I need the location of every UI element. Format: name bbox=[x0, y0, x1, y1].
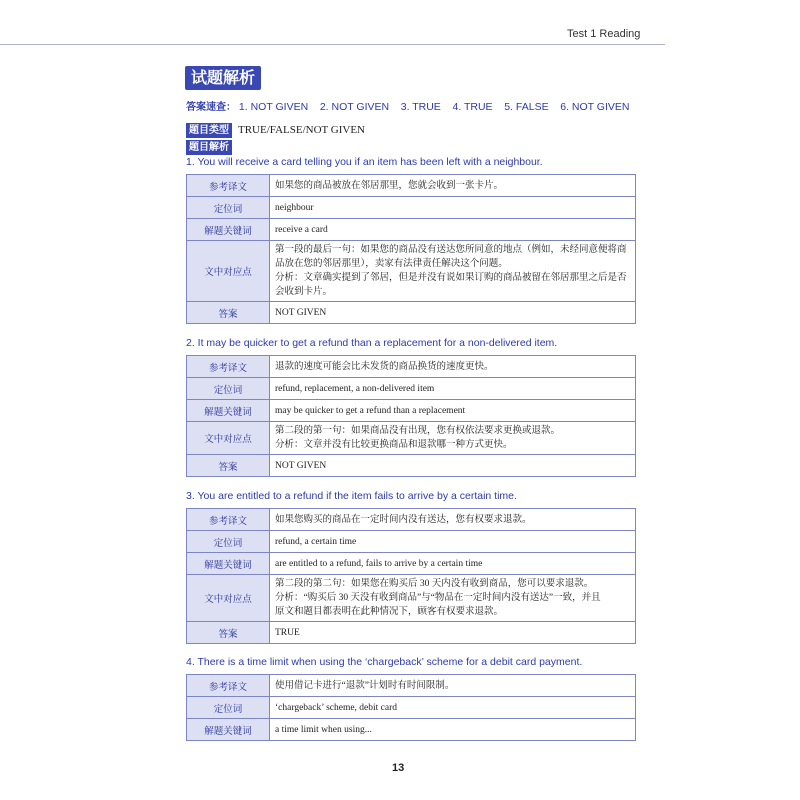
row-key: 定位词 bbox=[187, 697, 270, 719]
row-key: 参考译文 bbox=[187, 175, 270, 197]
row-key: 答案 bbox=[187, 302, 270, 324]
row-value: neighbour bbox=[270, 197, 636, 219]
row-line: 第二段的第一句：如果商品没有出现，您有权依法要求更换或退款。 bbox=[275, 426, 561, 436]
question-4-table bbox=[186, 674, 636, 741]
table-row bbox=[187, 175, 636, 197]
row-value: ‘chargeback’ scheme, debit card bbox=[270, 697, 636, 719]
table-row bbox=[187, 378, 636, 400]
table-row bbox=[187, 531, 636, 553]
row-key: 解题关键词 bbox=[187, 719, 270, 741]
question-type-value: TRUE/FALSE/NOT GIVEN bbox=[238, 124, 366, 136]
table-row bbox=[187, 400, 636, 422]
row-value: are entitled to a refund, fails to arrive by a certain time bbox=[270, 553, 636, 575]
row-key: 文中对应点 bbox=[187, 241, 270, 302]
row-value: NOT GIVEN bbox=[270, 455, 636, 477]
row-key: 参考译文 bbox=[187, 356, 270, 378]
question-2-title: 2. It may be quicker to get a refund than a replacement for a non-delivered item. bbox=[186, 337, 558, 349]
question-1-table bbox=[186, 174, 636, 324]
table-row bbox=[187, 553, 636, 575]
header-rule bbox=[0, 44, 665, 45]
question-analysis-tag: 题目解析 bbox=[186, 140, 232, 155]
question-3-title: 3. You are entitled to a refund if the item fails to arrive by a certain time. bbox=[186, 490, 517, 502]
row-value: 退款的速度可能会比未发货的商品换货的速度更快。 bbox=[270, 356, 636, 378]
row-line: 原文和题目都表明在此种情况下，顾客有权要求退款。 bbox=[275, 607, 504, 617]
row-key: 参考译文 bbox=[187, 509, 270, 531]
table-row bbox=[187, 422, 636, 455]
running-head: Test 1 Reading bbox=[567, 28, 641, 40]
table-row bbox=[187, 455, 636, 477]
row-value: refund, replacement, a non-delivered item bbox=[270, 378, 636, 400]
row-line: 品放在您的邻居那里），卖家有法律责任解决这个问题。 bbox=[275, 259, 508, 269]
row-line: 第一段的最后一句：如果您的商品没有送达您所同意的地点（例如，未经同意便将商 bbox=[275, 245, 627, 255]
row-value: TRUE bbox=[270, 622, 636, 644]
row-key: 参考译文 bbox=[187, 675, 270, 697]
table-row bbox=[187, 509, 636, 531]
row-key: 定位词 bbox=[187, 531, 270, 553]
row-key: 文中对应点 bbox=[187, 575, 270, 622]
question-4-title: 4. There is a time limit when using the ‘chargeback’ scheme for a debit card payment. bbox=[186, 656, 583, 668]
table-row bbox=[187, 197, 636, 219]
table-row bbox=[187, 675, 636, 697]
answer-summary bbox=[186, 98, 629, 113]
question-2-table bbox=[186, 355, 636, 477]
row-key: 解题关键词 bbox=[187, 400, 270, 422]
row-value bbox=[270, 575, 636, 622]
row-key: 文中对应点 bbox=[187, 422, 270, 455]
answer-summary-text: 1. NOT GIVEN 2. NOT GIVEN 3. TRUE 4. TRUE 5. FALSE 6. NOT GIVEN bbox=[238, 101, 630, 113]
table-row bbox=[187, 356, 636, 378]
row-value: 如果您购买的商品在一定时间内没有送达，您有权要求退款。 bbox=[270, 509, 636, 531]
table-row bbox=[187, 219, 636, 241]
question-3-table bbox=[186, 508, 636, 644]
table-row bbox=[187, 622, 636, 644]
row-key: 定位词 bbox=[187, 378, 270, 400]
row-key: 解题关键词 bbox=[187, 553, 270, 575]
row-value: 如果您的商品被放在邻居那里，您就会收到一张卡片。 bbox=[270, 175, 636, 197]
question-type-tag: 题目类型 bbox=[186, 123, 232, 138]
page-number: 13 bbox=[392, 762, 405, 774]
row-value: NOT GIVEN bbox=[270, 302, 636, 324]
row-value bbox=[270, 422, 636, 455]
table-row bbox=[187, 241, 636, 302]
section-title: 试题解析 bbox=[185, 66, 261, 90]
row-key: 定位词 bbox=[187, 197, 270, 219]
row-value: refund, a certain time bbox=[270, 531, 636, 553]
row-value: 使用借记卡进行“退款”计划时有时间限制。 bbox=[270, 675, 636, 697]
row-value: may be quicker to get a refund than a replacement bbox=[270, 400, 636, 422]
table-row bbox=[187, 302, 636, 324]
row-line: 分析：文章并没有比较更换商品和退款哪一种方式更快。 bbox=[275, 440, 513, 450]
row-line: 会收到卡片。 bbox=[275, 287, 333, 297]
row-key: 解题关键词 bbox=[187, 219, 270, 241]
question-analysis-heading bbox=[186, 135, 232, 155]
row-line: 分析：“购买后 30 天没有收到商品”与“物品在一定时间内没有送达”一致，并且 bbox=[275, 593, 601, 603]
table-row bbox=[187, 697, 636, 719]
row-key: 答案 bbox=[187, 622, 270, 644]
table-row bbox=[187, 575, 636, 622]
row-value bbox=[270, 241, 636, 302]
table-row bbox=[187, 719, 636, 741]
answer-summary-label: 答案速查： bbox=[186, 102, 236, 113]
row-value: receive a card bbox=[270, 219, 636, 241]
question-1-title: 1. You will receive a card telling you if an item has been left with a neighbour. bbox=[186, 156, 543, 168]
row-key: 答案 bbox=[187, 455, 270, 477]
row-value: a time limit when using... bbox=[270, 719, 636, 741]
row-line: 第二段的第二句：如果您在购买后 30 天内没有收到商品，您可以要求退款。 bbox=[275, 579, 594, 589]
row-line: 分析：文章确实提到了邻居，但是并没有说如果订购的商品被留在邻居那里之后是否 bbox=[275, 273, 627, 283]
